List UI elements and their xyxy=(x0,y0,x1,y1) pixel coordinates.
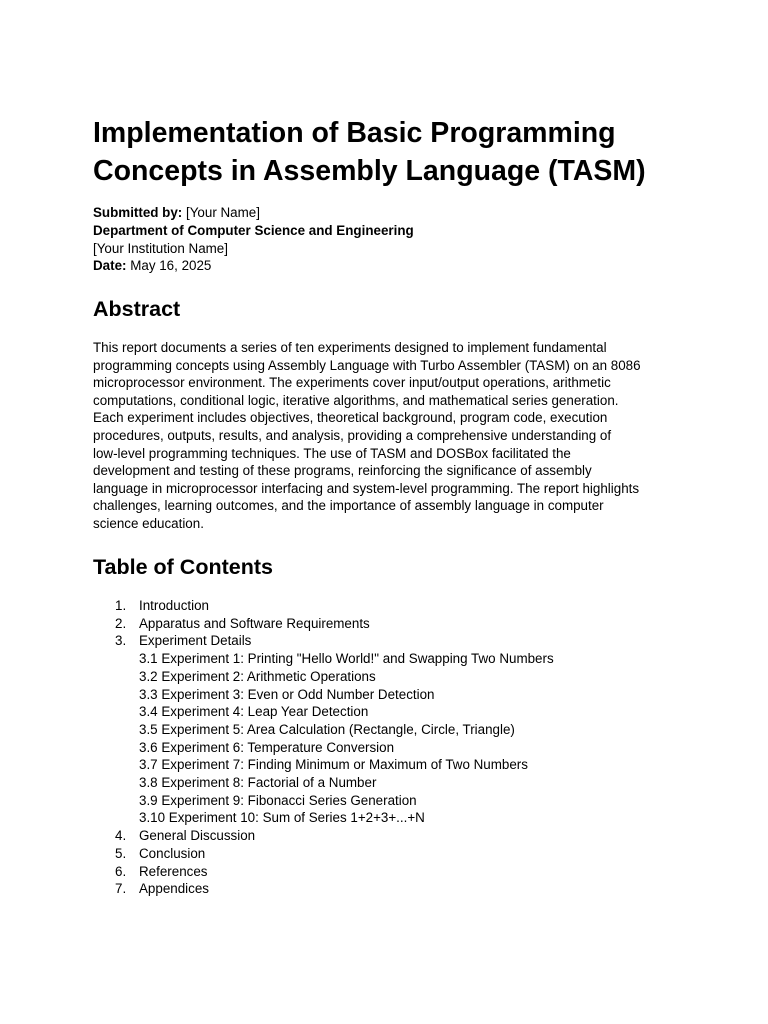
toc-item-label: Apparatus and Software Requirements xyxy=(139,615,370,631)
abstract-line: challenges, learning outcomes, and the importance of assembly language in computer xyxy=(93,498,604,514)
toc-item xyxy=(93,880,554,898)
toc-item-number: 4. xyxy=(115,828,127,844)
toc-subitem-label: 3.10 Experiment 10: Sum of Series 1+2+3+...+N xyxy=(139,810,425,826)
toc-item-label: Introduction xyxy=(139,598,209,613)
toc-item xyxy=(93,863,554,881)
document-title xyxy=(93,114,693,190)
toc-item-label: Conclusion xyxy=(139,845,206,861)
toc-subitem-label: 3.3 Experiment 3: Even or Odd Number Detection xyxy=(139,686,435,702)
date xyxy=(93,257,414,275)
toc-item-label: General Discussion xyxy=(139,828,256,844)
toc-subitem xyxy=(93,792,554,810)
toc-item xyxy=(93,845,554,863)
toc-subitem xyxy=(93,809,554,827)
toc-subitem-label: 3.9 Experiment 9: Fibonacci Series Generation xyxy=(139,792,417,808)
toc-subitem-label: 3.4 Experiment 4: Leap Year Detection xyxy=(139,704,369,720)
toc-subitem xyxy=(93,774,554,792)
toc-subitem xyxy=(93,668,554,686)
toc-heading: Table of Contents xyxy=(93,555,273,579)
toc-item xyxy=(93,597,554,615)
abstract-line: computations, conditional logic, iterative algorithms, and mathematical series generation. xyxy=(93,392,619,408)
date-value: May 16, 2025 xyxy=(130,258,212,274)
toc-subitem-label: 3.5 Experiment 5: Area Calculation (Rectangle, Circle, Triangle) xyxy=(139,721,515,737)
toc-item xyxy=(93,632,554,650)
toc-subitem-label: 3.8 Experiment 8: Factorial of a Number xyxy=(139,775,377,791)
toc-item-number: 1. xyxy=(115,598,127,613)
toc-subitem-label: 3.7 Experiment 7: Finding Minimum or Maximum of Two Numbers xyxy=(139,757,528,773)
submitted-by xyxy=(93,204,414,222)
abstract-line: low-level programming techniques. The use of TASM and DOSBox facilitated the xyxy=(93,445,571,461)
title-line-1: Implementation of Basic Programming xyxy=(93,117,616,149)
abstract-line: language in microprocessor interfacing and system-level programming. The report highlights xyxy=(93,480,640,496)
abstract-heading: Abstract xyxy=(93,297,181,321)
toc-item-number: 6. xyxy=(115,863,127,879)
department-name: Department of Computer Science and Engineering xyxy=(93,222,414,238)
toc-subitem xyxy=(93,686,554,704)
date-label: Date: xyxy=(93,258,127,274)
toc-item xyxy=(93,615,554,633)
abstract-line: science education. xyxy=(93,515,204,531)
submitted-by-label: Submitted by: xyxy=(93,205,183,220)
abstract-line: This report documents a series of ten experiments designed to implement fundamental xyxy=(93,340,607,355)
table-of-contents xyxy=(93,597,554,898)
toc-subitem xyxy=(93,721,554,739)
abstract-text xyxy=(93,339,683,533)
toc-subitem-label: 3.1 Experiment 1: Printing "Hello World!" and Swapping Two Numbers xyxy=(139,651,554,667)
toc-item-label: References xyxy=(139,863,208,879)
toc-subitem xyxy=(93,650,554,668)
abstract-line: programming concepts using Assembly Language with Turbo Assembler (TASM) on an 8086 xyxy=(93,357,641,373)
abstract-line: procedures, outputs, results, and analysis, providing a comprehensive understanding of xyxy=(93,427,612,443)
toc-item-number: 7. xyxy=(115,881,127,897)
department xyxy=(93,222,414,240)
abstract-line: microprocessor environment. The experiments cover input/output operations, arithmetic xyxy=(93,375,611,391)
toc-item-label: Appendices xyxy=(139,881,209,897)
submitted-by-value: [Your Name] xyxy=(186,205,260,220)
title-line-2: Concepts in Assembly Language (TASM) xyxy=(93,155,646,187)
document-meta xyxy=(93,204,414,275)
abstract-line: development and testing of these programs, reinforcing the significance of assembly xyxy=(93,463,592,479)
toc-item-label: Experiment Details xyxy=(139,633,252,649)
toc-item-number: 2. xyxy=(115,615,127,631)
toc-subitem-label: 3.6 Experiment 6: Temperature Conversion xyxy=(139,739,395,755)
toc-item-number: 3. xyxy=(115,633,127,649)
toc-subitem-label: 3.2 Experiment 2: Arithmetic Operations xyxy=(139,668,376,684)
toc-subitem xyxy=(93,739,554,757)
toc-subitem xyxy=(93,703,554,721)
abstract-line: Each experiment includes objectives, theoretical background, program code, execution xyxy=(93,410,608,426)
institution: [Your Institution Name] xyxy=(93,240,228,256)
toc-item-number: 5. xyxy=(115,845,127,861)
toc-item xyxy=(93,827,554,845)
toc-subitem xyxy=(93,756,554,774)
